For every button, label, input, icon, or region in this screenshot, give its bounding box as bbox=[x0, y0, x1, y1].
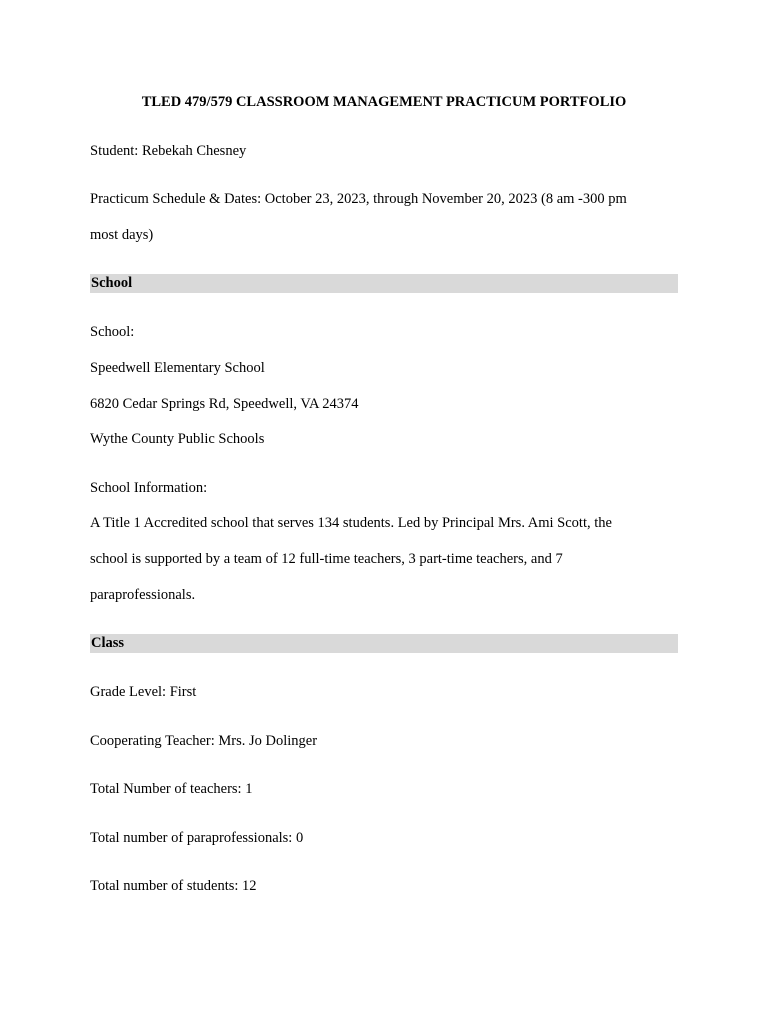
school-info-line-2: school is supported by a team of 12 full-time teachers, 3 part-time teachers, and 7 bbox=[90, 551, 563, 567]
school-info-label: School Information: bbox=[90, 480, 208, 496]
school-label: School: bbox=[90, 324, 135, 340]
school-section-header bbox=[90, 274, 678, 293]
grade-level: Grade Level: First bbox=[90, 684, 197, 700]
school-info-line-1: A Title 1 Accredited school that serves 134 students. Led by Principal Mrs. Ami Scott, the bbox=[90, 515, 612, 531]
schedule-line-1: Practicum Schedule & Dates: October 23, 2023, through November 20, 2023 (8 am -300 pm bbox=[90, 191, 627, 207]
school-address: 6820 Cedar Springs Rd, Speedwell, VA 24374 bbox=[90, 396, 359, 412]
total-teachers: Total Number of teachers: 1 bbox=[90, 781, 253, 797]
student-line: Student: Rebekah Chesney bbox=[90, 143, 247, 159]
total-paraprofessionals: Total number of paraprofessionals: 0 bbox=[90, 830, 304, 846]
document-title: TLED 479/579 CLASSROOM MANAGEMENT PRACTICUM PORTFOLIO bbox=[141, 94, 627, 110]
class-section-header bbox=[90, 634, 678, 653]
school-info-line-3: paraprofessionals. bbox=[90, 587, 196, 603]
cooperating-teacher: Cooperating Teacher: Mrs. Jo Dolinger bbox=[90, 733, 318, 749]
school-name: Speedwell Elementary School bbox=[90, 360, 265, 376]
school-section-heading: School bbox=[91, 275, 133, 291]
class-section-heading: Class bbox=[91, 635, 125, 651]
total-students: Total number of students: 12 bbox=[90, 878, 257, 894]
school-division: Wythe County Public Schools bbox=[90, 431, 265, 447]
schedule-line-2: most days) bbox=[90, 227, 154, 243]
